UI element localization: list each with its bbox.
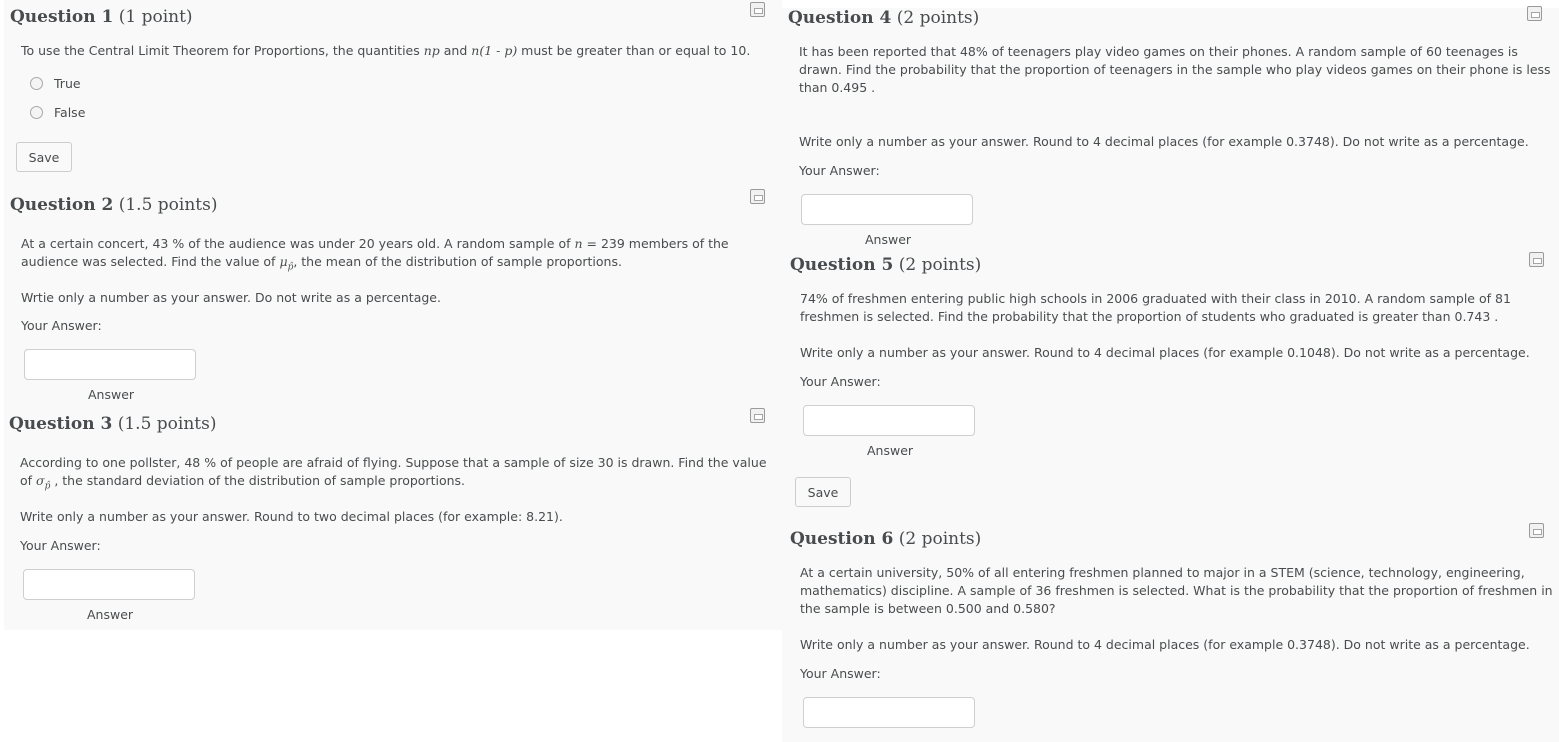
question-3-label: Question 3 xyxy=(9,414,113,434)
floppy-disk-icon[interactable] xyxy=(750,2,765,17)
question-4-line-2: drawn. Find the probability that the proportion of teenagers in the sample who play videos games on their phone is less xyxy=(799,62,1551,77)
floppy-disk-icon[interactable] xyxy=(1529,252,1544,267)
question-6-prompt xyxy=(800,564,1553,618)
question-2-instructions: Wrtie only a number as your answer. Do not write as a percentage. xyxy=(21,290,441,305)
question-2-line-1 xyxy=(21,235,729,253)
question-3-line-1: According to one pollster, 48 % of people are afraid of flying. Suppose that a sample of size 30 is drawn. Find the value xyxy=(20,455,767,470)
question-5-your-answer-label: Your Answer: xyxy=(800,374,881,389)
question-3-your-answer-label: Your Answer: xyxy=(20,538,101,553)
question-6-points: (2 points) xyxy=(898,529,982,549)
save-button-q1[interactable]: Save xyxy=(16,142,72,172)
question-5-prompt xyxy=(800,290,1511,326)
question-2-answer-input[interactable] xyxy=(24,349,196,380)
q2-line2-b: , the mean of the distribution of sample proportions. xyxy=(293,254,622,269)
question-4-your-answer-label: Your Answer: xyxy=(799,163,880,178)
question-1-text-c: must be greater than or equal to 10. xyxy=(517,43,751,58)
question-2-points: (1.5 points) xyxy=(118,195,218,215)
question-5-label: Question 5 xyxy=(790,255,894,275)
floppy-disk-icon[interactable] xyxy=(1527,6,1542,21)
question-2-prompt xyxy=(21,235,729,277)
question-3-line-2 xyxy=(20,472,767,496)
question-4-title xyxy=(788,8,979,28)
question-5-answer-caption: Answer xyxy=(867,443,914,458)
floppy-disk-icon[interactable] xyxy=(750,408,765,423)
question-6-line-1: At a certain university, 50% of all entering freshmen planned to major in a STEM (science, technology, engineering, xyxy=(800,565,1525,580)
question-6-title xyxy=(790,529,981,549)
question-6-line-3: the sample is between 0.500 and 0.580? xyxy=(800,601,1056,616)
question-4-label: Question 4 xyxy=(788,8,892,28)
question-4-answer-input[interactable] xyxy=(801,194,973,225)
question-3-answer-caption: Answer xyxy=(87,607,134,622)
question-5-instructions: Write only a number as your answer. Round to 4 decimal places (for example 0.1048). Do not write as a percentage. xyxy=(800,345,1530,360)
question-5-answer-input[interactable] xyxy=(803,405,975,436)
save-button-right[interactable]: Save xyxy=(795,477,851,507)
question-3-answer-input[interactable] xyxy=(23,569,195,600)
right-column-panel xyxy=(782,8,1559,742)
question-2-line-2 xyxy=(21,253,729,277)
question-1-prompt xyxy=(21,42,750,60)
option-true-label[interactable]: True xyxy=(54,76,81,91)
question-6-instructions: Write only a number as your answer. Round to 4 decimal places (for example 0.3748). Do not write as a percentage. xyxy=(800,637,1530,652)
question-3-prompt xyxy=(20,454,767,496)
question-4-instructions: Write only a number as your answer. Round to 4 decimal places (for example 0.3748). Do not write as a percentage. xyxy=(799,134,1529,149)
question-6-your-answer-label: Your Answer: xyxy=(800,666,881,681)
question-6-line-2: mathematics) discipline. A sample of 36 freshmen is selected. What is the probability that the proportion of freshmen in xyxy=(800,583,1553,598)
question-5-points: (2 points) xyxy=(898,255,982,275)
q2-line1-a: At a certain concert, 43 % of the audience was under 20 years old. A random sample of xyxy=(21,236,575,251)
question-1-label: Question 1 xyxy=(10,7,114,27)
floppy-disk-icon[interactable] xyxy=(750,189,765,204)
left-column-panel xyxy=(4,0,782,630)
q2-line1-b: = 239 members of the xyxy=(582,236,729,251)
question-2-title xyxy=(10,195,217,215)
question-3-points: (1.5 points) xyxy=(117,414,217,434)
question-1-text-b: and xyxy=(439,43,472,58)
np-symbol: np xyxy=(423,43,440,58)
question-1-points: (1 point) xyxy=(118,7,193,27)
floppy-disk-icon[interactable] xyxy=(1529,523,1544,538)
q3-line2-a: of xyxy=(20,473,37,488)
question-2-your-answer-label: Your Answer: xyxy=(21,318,102,333)
question-6-label: Question 6 xyxy=(790,529,894,549)
question-1-text-a: To use the Central Limit Theorem for Proportions, the quantities xyxy=(21,43,424,58)
question-4-line-1: It has been reported that 48% of teenagers play video games on their phones. A random sample of 60 teenages is xyxy=(799,44,1518,59)
question-2-answer-caption: Answer xyxy=(88,387,135,402)
n-symbol: n xyxy=(574,236,583,251)
q2-line2-a: audience was selected. Find the value of xyxy=(21,254,280,269)
question-3-title xyxy=(9,414,216,434)
sigma-symbol: σ xyxy=(36,473,45,488)
question-2-label: Question 2 xyxy=(10,195,114,215)
option-false-label[interactable]: False xyxy=(54,105,86,120)
p-hat-subscript: p̂ xyxy=(44,481,51,492)
question-4-prompt xyxy=(799,43,1551,97)
p-hat-subscript: p̂ xyxy=(287,262,294,273)
question-5-line-1: 74% of freshmen entering public high schools in 2006 graduated with their class in 2010. A random sample of 81 xyxy=(800,291,1511,306)
mu-symbol: μ xyxy=(279,254,288,269)
question-5-line-2: freshmen is selected. Find the probability that the proportion of students who graduated is greater than 0.743 . xyxy=(800,309,1499,324)
n1p-symbol: n(1 - p) xyxy=(471,43,518,58)
q3-line2-b: , the standard deviation of the distribution of sample proportions. xyxy=(50,473,465,488)
radio-true[interactable] xyxy=(30,77,43,90)
question-1-title xyxy=(10,7,193,27)
question-4-points: (2 points) xyxy=(896,8,980,28)
question-4-line-3: than 0.495 . xyxy=(799,80,876,95)
question-3-instructions: Write only a number as your answer. Round to two decimal places (for example: 8.21). xyxy=(20,509,563,524)
question-4-answer-caption: Answer xyxy=(865,232,912,247)
question-5-title xyxy=(790,255,981,275)
question-6-answer-input[interactable] xyxy=(803,697,975,728)
radio-false[interactable] xyxy=(30,106,43,119)
